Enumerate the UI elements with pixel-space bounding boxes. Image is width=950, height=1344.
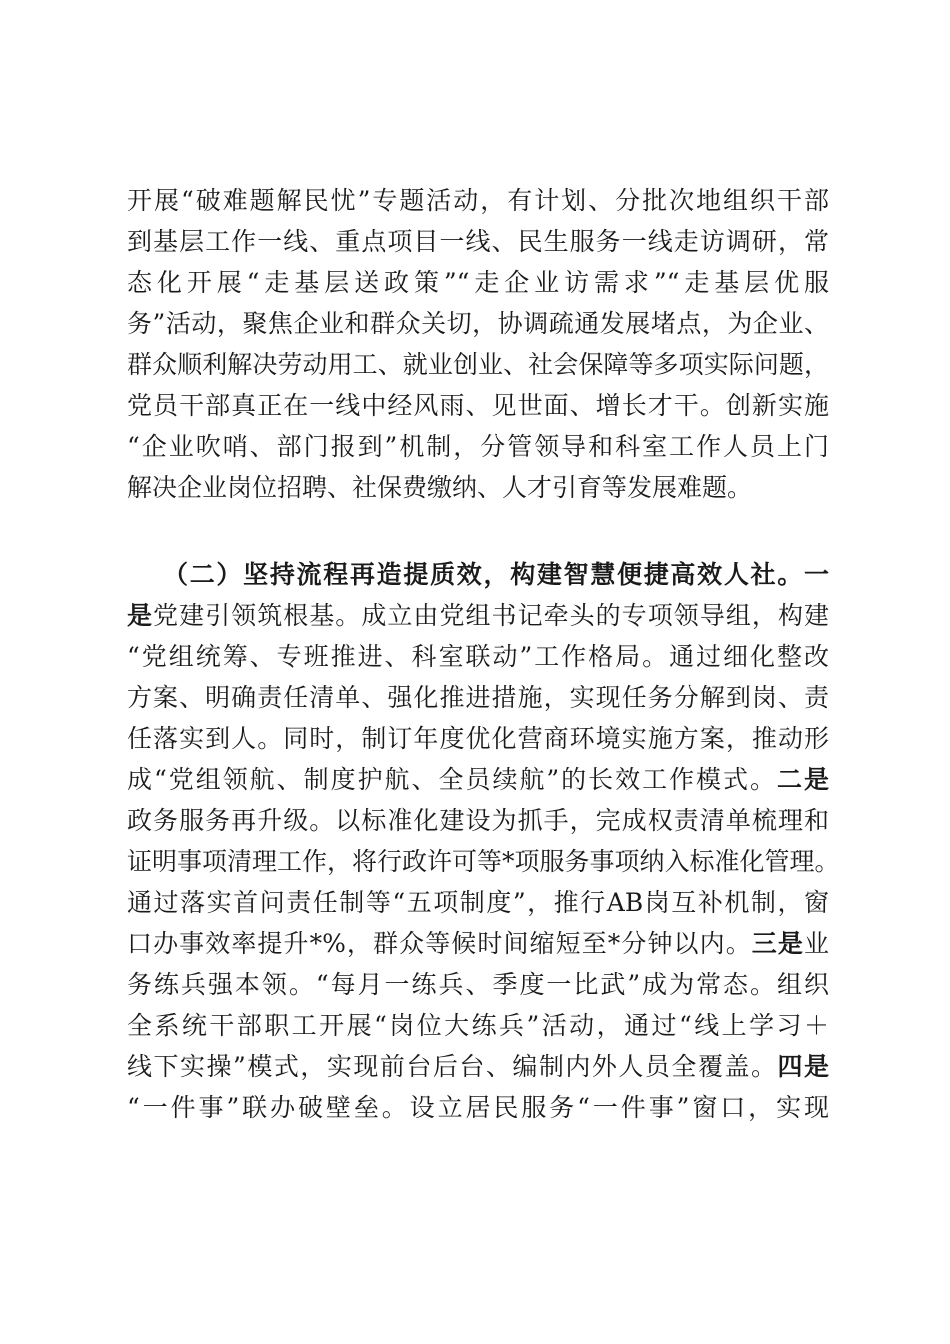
- paragraph-2-line: “党组统筹、专班推进、科室联动”工作格局。通过细化整改: [127, 642, 829, 671]
- paragraph-1-line: “企业吹哨、部门报到”机制，分管领导和科室工作人员上门: [127, 432, 829, 461]
- enumeration-mark: 四是: [777, 1052, 829, 1081]
- paragraph-2-text: 成“党组领航、制度护航、全员续航”的长效工作模式。: [127, 765, 777, 794]
- paragraph-1-line: 态化开展“走基层送政策”“走企业访需求”“走基层优服: [127, 268, 829, 297]
- paragraph-2-line: 务练兵强本领。“每月一练兵、季度一比武”成为常态。组织: [127, 970, 829, 999]
- paragraph-2-line: 政务服务再升级。以标准化建设为抓手，完成权责清单梳理和: [127, 806, 829, 835]
- paragraph-1-line: 开展“破难题解民忧”专题活动，有计划、分批次地组织干部: [127, 186, 829, 215]
- paragraph-1-line: 务”活动，聚焦企业和群众关切，协调疏通发展堵点，为企业、: [127, 309, 829, 338]
- enumeration-mark: 三是: [751, 929, 804, 958]
- section-heading: （二）坚持流程再造提质效，构建智慧便捷高效人社。: [163, 560, 804, 589]
- paragraph-2-line: 任落实到人。同时，制订年度优化营商环境实施方案，推动形: [127, 724, 829, 753]
- paragraph-2-text: 业: [803, 929, 829, 958]
- enumeration-mark: 一: [803, 560, 829, 589]
- paragraph-2-text: 口办事效率提升*%，群众等候时间缩短至*分钟以内。: [127, 929, 752, 958]
- paragraph-2-line: [127, 926, 829, 962]
- paragraph-1-line: 群众顺利解决劳动用工、就业创业、社会保障等多项实际问题，: [127, 350, 829, 379]
- enumeration-mark: 二是: [777, 765, 829, 794]
- paragraph-2-text: 线下实操”模式，实现前台后台、编制内外人员全覆盖。: [127, 1052, 778, 1081]
- paragraph-2-line: 证明事项清理工作，将行政许可等*项服务事项纳入标准化管理。: [127, 847, 840, 876]
- enumeration-mark: 是: [127, 601, 154, 630]
- paragraph-2-line: [127, 762, 829, 798]
- paragraph-2-line: 方案、明确责任清单、强化推进措施，实现任务分解到岗、责: [127, 683, 829, 712]
- paragraph-1-line: 党员干部真正在一线中经风雨、见世面、增长才干。创新实施: [127, 391, 829, 420]
- paragraph-1-line: 到基层工作一线、重点项目一线、民生服务一线走访调研，常: [127, 227, 829, 256]
- paragraph-2-line: 全系统干部职工开展“岗位大练兵”活动，通过“线上学习＋: [127, 1011, 829, 1040]
- paragraph-2-line: 通过落实首问责任制等“五项制度”，推行AB岗互补机制，窗: [127, 888, 829, 917]
- paragraph-1-line: 解决企业岗位招聘、社保费缴纳、人才引育等发展难题。: [127, 473, 753, 502]
- section-heading-line: [127, 557, 829, 593]
- paragraph-2-line: “一件事”联办破壁垒。设立居民服务“一件事”窗口，实现: [127, 1093, 829, 1122]
- paragraph-2-line: [127, 1049, 829, 1085]
- paragraph-2-line: [127, 598, 829, 634]
- paragraph-2-text: 党建引领筑根基。成立由党组书记牵头的专项领导组，构建: [153, 601, 829, 630]
